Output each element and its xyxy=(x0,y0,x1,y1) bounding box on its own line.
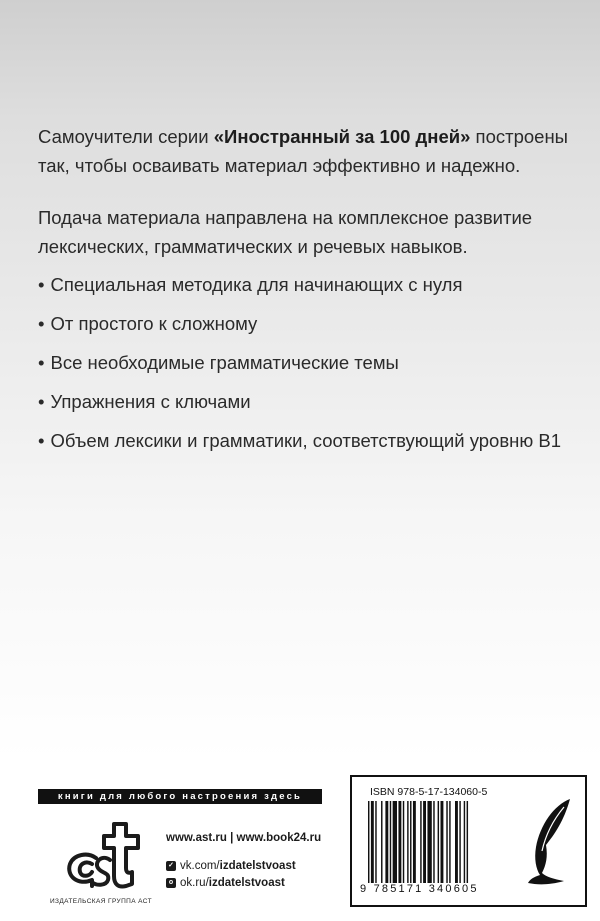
vk-prefix: vk.com/ xyxy=(180,860,220,872)
ok-link[interactable] xyxy=(166,877,285,889)
barcode-bar xyxy=(438,801,439,883)
barcode-bar xyxy=(433,801,434,883)
barcode-bar xyxy=(423,801,426,883)
list-item: • Объем лексики и грамматики, соответствующий уровню В1 xyxy=(38,426,588,455)
vk-icon: ✓ xyxy=(166,861,176,871)
barcode-bar xyxy=(413,801,416,883)
barcode-bar xyxy=(385,801,388,883)
barcode-bar xyxy=(420,801,421,883)
barcode-bar xyxy=(393,801,397,883)
barcode-bar xyxy=(381,801,382,883)
barcode-bar xyxy=(403,801,404,883)
barcode-bar xyxy=(410,801,411,883)
quill-icon xyxy=(524,795,580,889)
barcode xyxy=(366,801,516,883)
barcode-digits: 9 785171 340605 xyxy=(360,883,479,895)
barcode-bar xyxy=(390,801,391,883)
barcode-bar xyxy=(427,801,431,883)
barcode-bar xyxy=(464,801,465,883)
method-paragraph xyxy=(38,203,578,261)
vk-handle: izdatelstvoast xyxy=(219,860,296,872)
ast-logo xyxy=(52,814,152,894)
barcode-bar xyxy=(371,801,374,883)
list-item: • От простого к сложному xyxy=(38,309,588,338)
barcode-bar xyxy=(467,801,468,883)
list-item: • Упражнения с ключами xyxy=(38,387,588,416)
ok-handle: izdatelstvoast xyxy=(208,877,285,889)
barcode-bar xyxy=(398,801,401,883)
method-line1: Подача материала направлена на комплексное развитие xyxy=(38,207,533,228)
barcode-bar xyxy=(449,801,450,883)
list-item: • Все необходимые грамматические темы xyxy=(38,348,588,377)
features-list xyxy=(38,270,588,465)
list-item: • Специальная методика для начинающих с нуля xyxy=(38,270,588,299)
barcode-bar xyxy=(368,801,369,883)
intro-paragraph xyxy=(38,122,578,180)
intro-prefix: Самоучители серии xyxy=(38,126,214,147)
intro-suffix: построены xyxy=(470,126,568,147)
barcode-bar xyxy=(375,801,376,883)
barcode-bar xyxy=(459,801,460,883)
method-line2: лексических, грамматических и речевых навыков. xyxy=(38,236,468,257)
barcode-bar xyxy=(441,801,444,883)
isbn-box xyxy=(350,775,587,907)
slogan-banner: книги для любого настроения здесь xyxy=(38,789,322,804)
barcode-bar xyxy=(455,801,458,883)
series-name: «Иностранный за 100 дней» xyxy=(213,126,471,147)
barcode-bar xyxy=(446,801,447,883)
intro-line2: так, чтобы осваивать материал эффективно и надежно. xyxy=(38,155,521,176)
ok-icon: о xyxy=(166,878,176,888)
isbn-text: ISBN 978-5-17-134060-5 xyxy=(370,786,488,798)
websites[interactable]: www.ast.ru | www.book24.ru xyxy=(166,832,322,844)
publisher-caption: ИЗДАТЕЛЬСКАЯ ГРУППА АСТ xyxy=(49,898,152,905)
barcode-bar xyxy=(407,801,408,883)
ok-prefix: ok.ru/ xyxy=(180,877,209,889)
vk-link[interactable] xyxy=(166,860,296,872)
